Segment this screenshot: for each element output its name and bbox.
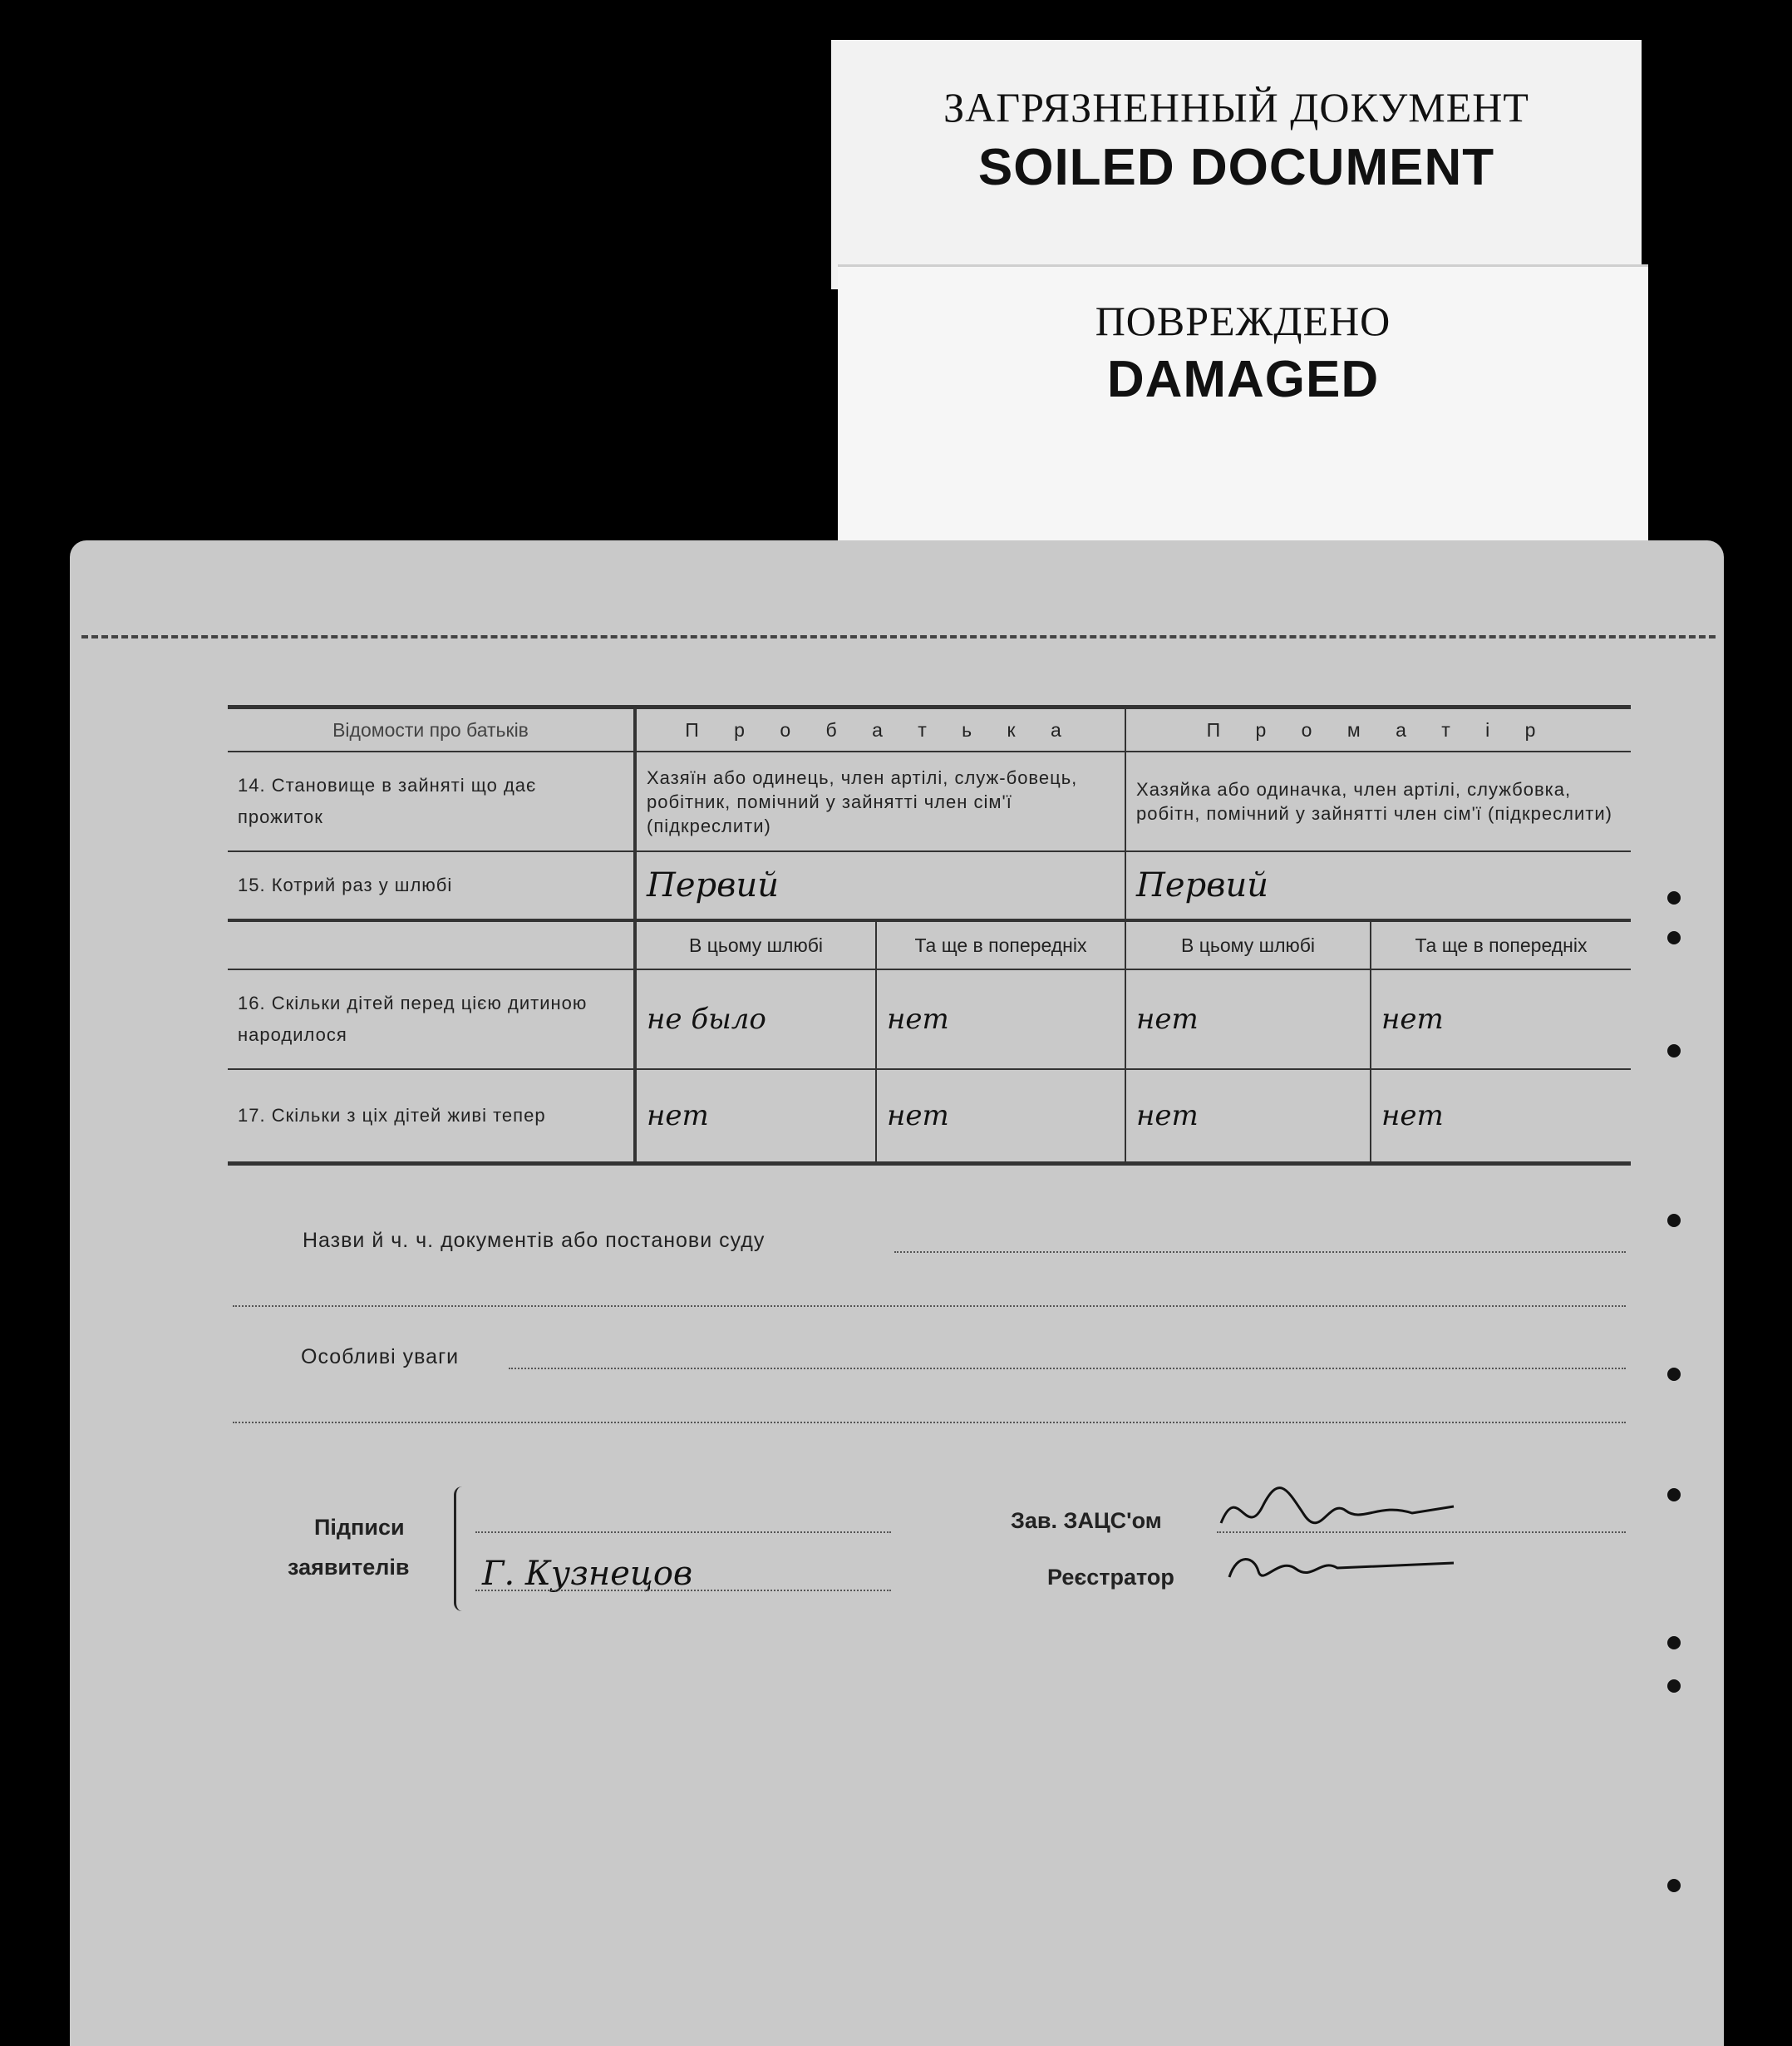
applicants-label-1: Підписи bbox=[314, 1515, 405, 1540]
subheader-father-this: В цьому шлюбі bbox=[635, 920, 876, 969]
head-and-registrar-signatures bbox=[1213, 1465, 1462, 1598]
applicant-signature-line-2 bbox=[475, 1590, 891, 1591]
parents-info-table bbox=[228, 705, 1631, 1166]
row17-father-this: нет bbox=[635, 1069, 876, 1164]
row17-father-prev: нет bbox=[876, 1069, 1125, 1164]
punch-hole bbox=[1667, 1044, 1681, 1058]
damaged-document-label bbox=[838, 264, 1648, 541]
documents-dotted-line bbox=[894, 1251, 1626, 1253]
soiled-label-en: SOILED DOCUMENT bbox=[977, 139, 1495, 196]
applicants-bracket bbox=[454, 1486, 468, 1611]
table-row bbox=[228, 969, 1631, 1069]
subheader-empty bbox=[228, 920, 635, 969]
perforation-line bbox=[81, 635, 1716, 638]
documents-dotted-line-2 bbox=[233, 1305, 1626, 1307]
soiled-label-ru: ЗАГРЯЗНЕННЫЙ ДОКУМЕНТ bbox=[943, 84, 1529, 131]
documents-label: Назви й ч. ч. документів або постанови суду bbox=[303, 1229, 766, 1252]
punch-hole bbox=[1667, 891, 1681, 905]
punch-hole bbox=[1667, 1368, 1681, 1381]
row14-mother-options: Хазяйка або одиначка, член артілі, службовка, робітн, помічний у зайнятті член сім'ї (підкреслити) bbox=[1125, 752, 1631, 851]
punch-hole bbox=[1667, 1636, 1681, 1649]
applicant-signature: Г. Кузнецов bbox=[482, 1555, 693, 1593]
row17-mother-prev: нет bbox=[1371, 1069, 1631, 1164]
row15-mother-value: Первий bbox=[1125, 851, 1631, 920]
row15-father-value: Первий bbox=[635, 851, 1125, 920]
remarks-dotted-line-2 bbox=[233, 1422, 1626, 1423]
punch-hole bbox=[1667, 1214, 1681, 1227]
registrar-label: Реєстратор bbox=[1047, 1565, 1174, 1590]
row17-mother-this: нет bbox=[1125, 1069, 1371, 1164]
table-row bbox=[228, 752, 1631, 851]
subheader-mother-prev: Та ще в попередніх bbox=[1371, 920, 1631, 969]
row16-mother-prev: нет bbox=[1371, 969, 1631, 1069]
row14-label: 14. Становище в зайняті що дає прожиток bbox=[228, 752, 635, 851]
applicant-signature-line-1 bbox=[475, 1531, 891, 1533]
soiled-document-label bbox=[831, 40, 1642, 289]
header-mother: П р о м а т і р bbox=[1125, 707, 1631, 752]
row14-father-options: Хазяїн або одинець, член артілі, служ-бовець, робітник, помічний у зайнятті член сім'ї (підкреслити) bbox=[635, 752, 1125, 851]
row16-father-this: не было bbox=[635, 969, 876, 1069]
row15-label: 15. Котрий раз у шлюбі bbox=[228, 851, 635, 920]
table-row bbox=[228, 1069, 1631, 1164]
damaged-label-ru: ПОВРЕЖДЕНО bbox=[1095, 298, 1391, 344]
table-subheader-row bbox=[228, 920, 1631, 969]
row17-label: 17. Скільки з ціх дітей живі тепер bbox=[228, 1069, 635, 1164]
remarks-label: Особливі уваги bbox=[301, 1345, 460, 1368]
table-row bbox=[228, 851, 1631, 920]
punch-hole bbox=[1667, 1488, 1681, 1501]
applicants-label-2: заявителів bbox=[288, 1555, 410, 1580]
header-father: П р о б а т ь к а bbox=[635, 707, 1125, 752]
subheader-mother-this: В цьому шлюбі bbox=[1125, 920, 1371, 969]
subheader-father-prev: Та ще в попередніх bbox=[876, 920, 1125, 969]
punch-hole bbox=[1667, 931, 1681, 944]
row16-father-prev: нет bbox=[876, 969, 1125, 1069]
remarks-dotted-line bbox=[509, 1368, 1626, 1369]
form-sheet bbox=[70, 540, 1724, 2046]
head-zags-label: Зав. ЗАЦС'ом bbox=[1011, 1508, 1162, 1533]
punch-hole bbox=[1667, 1879, 1681, 1892]
row16-label: 16. Скільки дітей перед цією дитиною народилося bbox=[228, 969, 635, 1069]
table-header-row bbox=[228, 707, 1631, 752]
row16-mother-this: нет bbox=[1125, 969, 1371, 1069]
punch-hole bbox=[1667, 1679, 1681, 1693]
header-parents-info: Відомости про батьків bbox=[228, 707, 635, 752]
damaged-label-en: DAMAGED bbox=[1106, 351, 1380, 408]
